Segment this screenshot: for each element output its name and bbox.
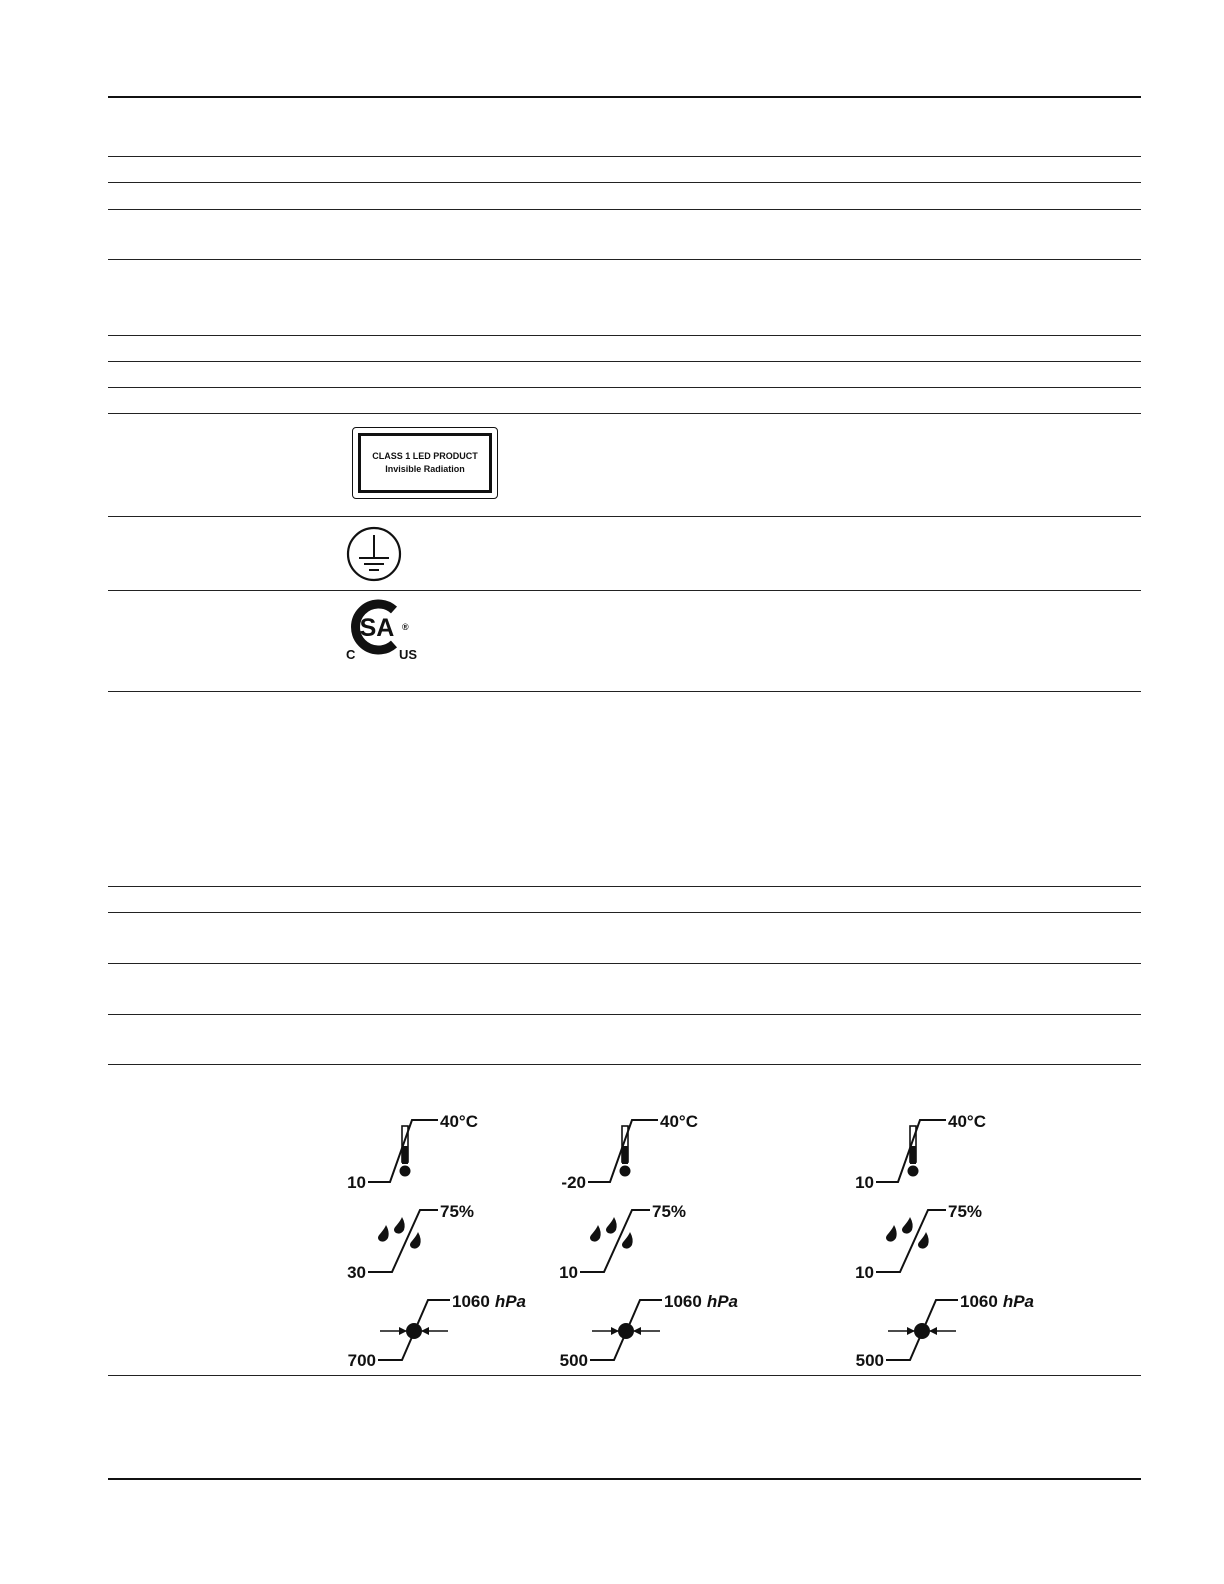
row-divider [108,413,1141,414]
pressure-high-unit: hPa [1002,1292,1035,1311]
pressure-low: 500 [855,1351,884,1370]
humidity-low: 30 [347,1263,366,1282]
temperature-low: 10 [347,1173,366,1192]
row-divider [108,963,1141,964]
temperature-range-icon [340,1108,500,1192]
humidity-low: 10 [855,1263,874,1282]
protective-earth-icon [344,525,404,583]
temperature-low: 10 [855,1173,874,1192]
humidity-high: 75% [440,1202,475,1221]
temperature-range-icon [848,1108,1008,1192]
humidity-range-icon [848,1198,1008,1282]
row-divider [108,259,1141,260]
csa-certification-icon [340,596,430,664]
atmospheric-pressure-range-icon [848,1288,1068,1372]
pressure-high-value: 1060 [452,1292,490,1311]
pressure-high-unit: hPa [706,1292,739,1311]
row-divider [108,691,1141,692]
row-divider [108,1014,1141,1015]
humidity-range-icon [340,1198,500,1282]
csa-us-label: US [399,647,418,662]
humidity-high: 75% [652,1202,687,1221]
atmospheric-pressure-range-icon [340,1288,560,1372]
top-rule [108,96,1141,98]
temperature-high: 40°C [948,1112,986,1131]
row-divider [108,516,1141,517]
humidity-low: 10 [559,1263,578,1282]
row-divider [108,209,1141,210]
led-label-line-2: Invisible Radiation [385,464,465,474]
csa-c-label: C [346,647,356,662]
row-divider [108,1064,1141,1065]
temperature-high: 40°C [440,1112,478,1131]
humidity-range-icon [552,1198,712,1282]
row-divider [108,1375,1141,1376]
pressure-low: 500 [559,1351,588,1370]
class-1-led-label [352,427,498,499]
row-divider [108,912,1141,913]
pressure-high [664,1292,738,1311]
registered-mark: ® [402,622,409,632]
humidity-high: 75% [948,1202,983,1221]
row-divider [108,361,1141,362]
row-divider [108,387,1141,388]
row-divider [108,590,1141,591]
pressure-high [452,1292,526,1311]
pressure-high [960,1292,1034,1311]
bottom-rule [108,1478,1141,1480]
pressure-low: 700 [347,1351,376,1370]
csa-letters: SA [359,614,395,642]
temperature-low: -20 [561,1173,586,1192]
row-divider [108,335,1141,336]
pressure-high-value: 1060 [960,1292,998,1311]
atmospheric-pressure-range-icon [552,1288,772,1372]
row-divider [108,156,1141,157]
pressure-high-value: 1060 [664,1292,702,1311]
row-divider [108,182,1141,183]
temperature-range-icon [560,1108,720,1192]
row-divider [108,886,1141,887]
pressure-high-unit: hPa [494,1292,527,1311]
temperature-high: 40°C [660,1112,698,1131]
led-label-line-1: CLASS 1 LED PRODUCT [372,451,478,461]
